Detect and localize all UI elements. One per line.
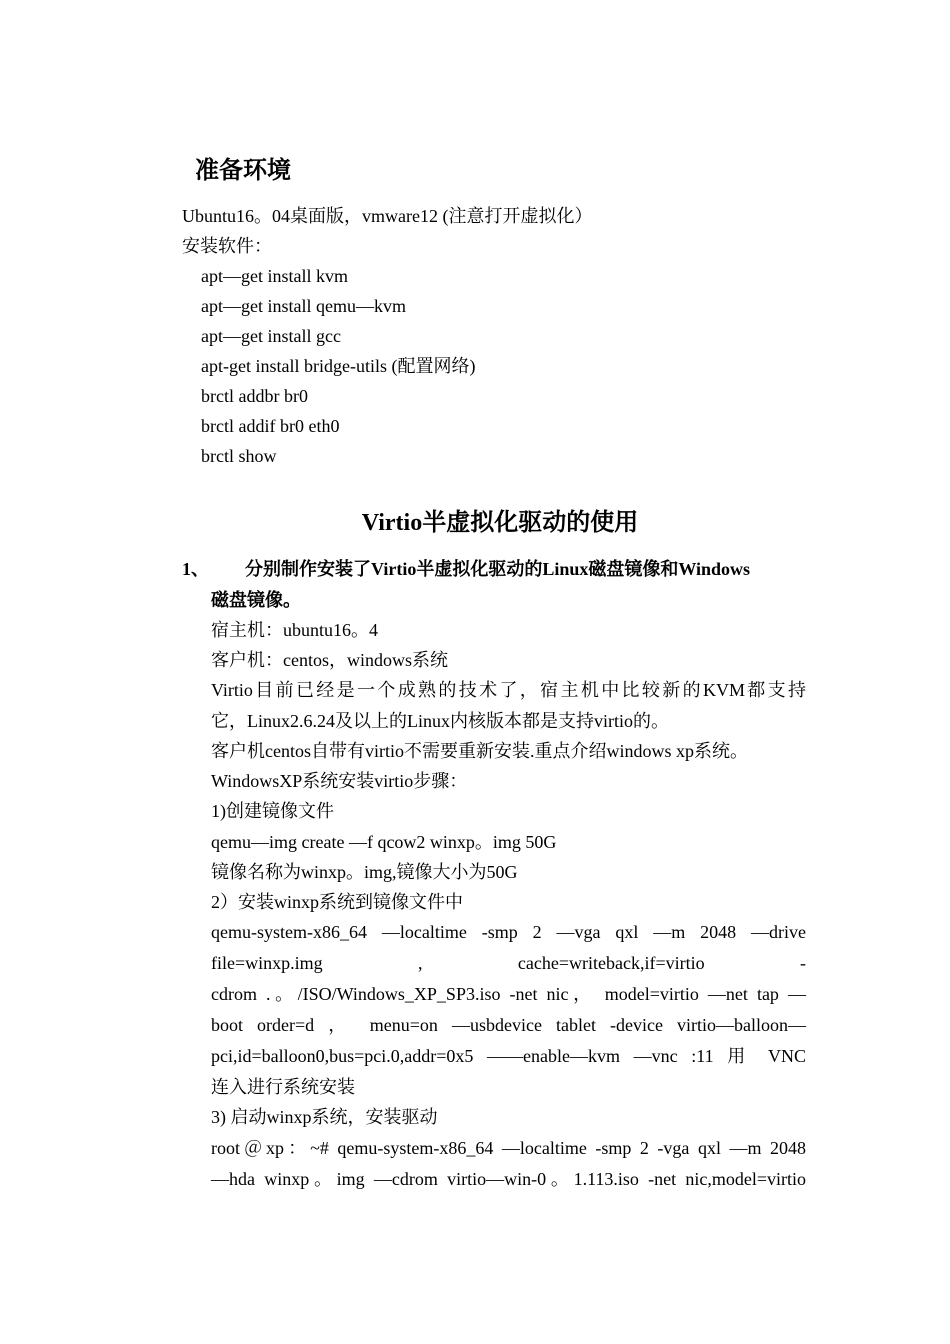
list-item-title-line2: 磁盘镜像。 — [211, 590, 301, 610]
step-description: 镜像名称为winxp。img,镜像大小为50G — [211, 862, 518, 882]
env-line: Ubuntu16。04桌面版，vmware12 (注意打开虚拟化） — [182, 206, 593, 226]
command-line: brctl addif br0 eth0 — [201, 416, 340, 436]
step-command-tail: 连入进行系统安装 — [211, 1077, 355, 1097]
step-command-line: file=winxp.img , cache=writeback,if=virtio - — [211, 953, 806, 973]
step-title: 2）安装winxp系统到镜像文件中 — [211, 892, 463, 912]
step-command-line: qemu-system-x86_64 —localtime -smp 2 —vga qxl —m 2048 —drive — [211, 922, 806, 942]
steps-label: WindowsXP系统安装virtio步骤： — [211, 771, 468, 791]
section-heading-prepare-env: 准备环境 — [195, 156, 291, 184]
paragraph-line: Virtio目前已经是一个成熟的技术了，宿主机中比较新的KVM都支持 — [211, 680, 806, 700]
paragraph-line: 它，Linux2.6.24及以上的Linux内核版本都是支持virtio的。 — [211, 711, 669, 731]
guest-line: 客户机：centos，windows系统 — [211, 650, 448, 670]
list-item-number: 1、 — [182, 559, 209, 579]
step-command-line: cdrom .。/ISO/Windows_XP_SP3.iso -net nic， model=virtio —net tap — — [211, 984, 806, 1004]
command-line: brctl addbr br0 — [201, 386, 308, 406]
command-line: apt—get install gcc — [201, 326, 341, 346]
step-command-line: pci,id=balloon0,bus=pci.0,addr=0x5 ——enable—kvm —vnc :11 用 VNC — [211, 1046, 806, 1066]
step-command-line: boot order=d ， menu=on —usbdevice tablet -device virtio—balloon— — [211, 1015, 806, 1035]
host-line: 宿主机：ubuntu16。4 — [211, 620, 379, 640]
paragraph-line: 客户机centos自带有virtio不需要重新安装.重点介绍windows xp系统。 — [211, 741, 748, 761]
command-line: apt—get install qemu—kvm — [201, 296, 406, 316]
command-line: apt-get install bridge-utils (配置网络) — [201, 356, 476, 376]
step-command-line: —hda winxp。img —cdrom virtio—win-0。1.113.iso -net nic,model=virtio — [211, 1169, 806, 1189]
command-line: apt—get install kvm — [201, 266, 348, 286]
step-command-line: root＠xp：~# qemu-system-x86_64 —localtime -smp 2 -vga qxl —m 2048 — [211, 1138, 806, 1158]
step-title: 1)创建镜像文件 — [211, 801, 334, 821]
list-item-title-line1: 分别制作安装了Virtio半虚拟化驱动的Linux磁盘镜像和Windows — [245, 559, 751, 579]
command-line: brctl show — [201, 446, 277, 466]
step-title: 3) 启动winxp系统，安装驱动 — [211, 1107, 438, 1127]
step-command: qemu—img create —f qcow2 winxp。img 50G — [211, 832, 557, 852]
install-label: 安装软件： — [182, 236, 272, 256]
section-heading-virtio: Virtio半虚拟化驱动的使用 — [361, 510, 639, 536]
